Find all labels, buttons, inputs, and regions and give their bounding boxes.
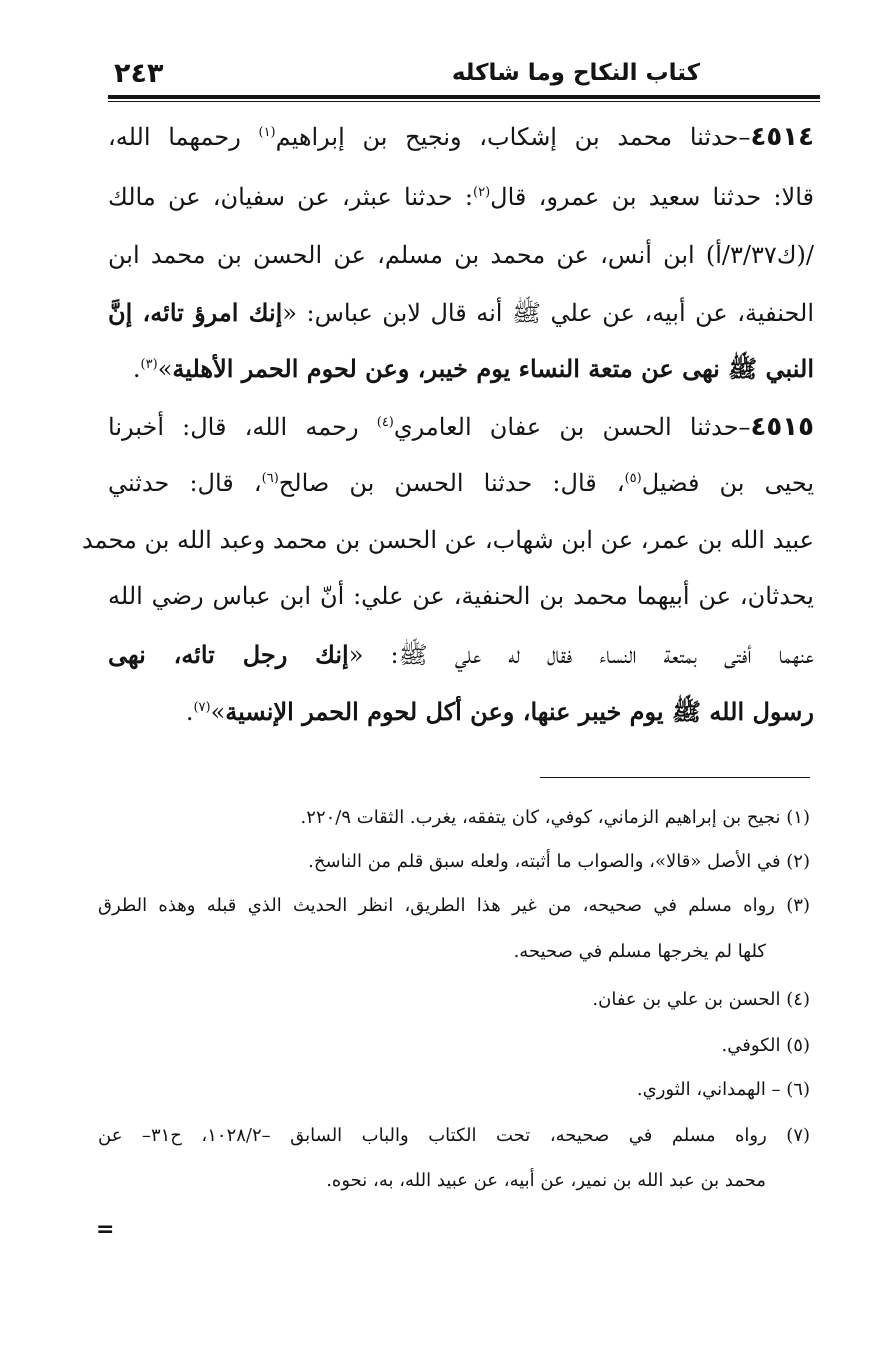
footnote-3-continuation: كلها لم يخرجها مسلم في صحيحه. xyxy=(513,941,766,962)
footnote-ref: (٥) xyxy=(624,471,642,486)
text: قالا: حدثنا سعيد بن عمرو، قال xyxy=(490,183,814,211)
quoted-text: رسول الله ﷺ يوم خيبر عنها، وعن أكل لحوم الحمر الإنسية xyxy=(225,697,814,726)
footnote-ref: (٤) xyxy=(376,415,394,430)
hadith-4514-line-4 xyxy=(108,298,814,333)
footnote-3: (٣) رواه مسلم في صحيحه، من غير هذا الطريق، انظر الحديث الذي قبله وهذه الطرق xyxy=(98,895,810,916)
footnote-ref: (٦) xyxy=(261,471,279,486)
footnote-4: (٤) الحسن بن علي بن عفان. xyxy=(592,989,810,1010)
text: يحدثان، عن أبيهما محمد بن الحنفية، عن علي: أنّ ابن عباس رضي الله xyxy=(108,582,814,610)
text: –حدثنا محمد بن إشكاب، ونجيح بن إبراهيم xyxy=(275,123,751,151)
text: رحمه الله، قال: أخبرنا xyxy=(108,413,377,441)
hadith-4514-line-3 xyxy=(108,241,814,269)
text: الحنفية، عن أبيه، عن علي ﷺ أنه قال لابن عباس: « xyxy=(282,299,814,327)
quoted-text: إنك رجل تائه، نهى xyxy=(108,640,349,669)
text: . xyxy=(185,698,194,726)
text: عنهما أفتى بمتعة النساء فقال له علي ﷺ: « xyxy=(348,641,814,669)
hadith-4515-line-2 xyxy=(108,469,814,497)
hadith-4515-line-1 xyxy=(108,412,814,442)
text: رحمهما الله، xyxy=(108,123,259,151)
text: » xyxy=(210,698,226,726)
hadith-4514-line-5 xyxy=(108,354,814,389)
hadith-4515-line-5 xyxy=(108,640,814,675)
text: يحيى بن فضيل xyxy=(641,469,815,497)
header-rule-thick xyxy=(108,95,820,99)
page-number: ٢٤٣ xyxy=(114,58,164,89)
footnote-ref: (٢) xyxy=(473,185,491,200)
header-rule-thin xyxy=(108,101,820,102)
footnote-6: (٦) – الهمداني، الثوري. xyxy=(636,1079,810,1100)
footnote-ref: (٧) xyxy=(193,700,211,715)
text: . xyxy=(132,355,141,383)
end-mark: = xyxy=(96,1217,115,1242)
hadith-4515-line-3 xyxy=(82,526,814,554)
footnote-2: (٢) في الأصل «قالا»، والصواب ما أثبته، ولعله سبق قلم من الناسخ. xyxy=(308,851,810,872)
footnote-1: (١) نجيح بن إبراهيم الزماني، كوفي، كان يتفقه، يغرب. الثقات ٢٢٠/٩. xyxy=(300,807,810,828)
footnote-ref: (١) xyxy=(258,125,276,140)
text: » xyxy=(157,355,173,383)
hadith-number: ٤٥١٤ xyxy=(750,122,814,152)
hadith-4514-line-2 xyxy=(108,183,814,211)
quoted-text: إنك امرؤ تائه، إنَّ xyxy=(108,298,283,327)
quoted-text: النبي ﷺ نهى عن متعة النساء يوم خيبر، وعن لحوم الحمر الأهلية xyxy=(172,354,814,383)
footnote-5: (٥) الكوفي. xyxy=(721,1035,810,1056)
hadith-number: ٤٥١٥ xyxy=(750,412,815,442)
footnote-ref: (٣) xyxy=(140,357,158,372)
footnote-separator xyxy=(540,777,810,778)
footnote-7-continuation: محمد بن عبد الله بن نمير، عن أبيه، عن عبيد الله، به، نحوه. xyxy=(326,1170,766,1191)
hadith-4515-line-6 xyxy=(108,697,814,732)
text: /(ك٣/٣٧/أ) ابن أنس، عن محمد بن مسلم، عن الحسن بن محمد ابن xyxy=(108,241,814,269)
text: ، قال: حدثنا الحسن بن صالح xyxy=(278,469,625,497)
text: عبيد الله بن عمر، عن ابن شهاب، عن الحسن بن محمد وعبد الله بن محمد xyxy=(82,526,814,554)
text: ، قال: حدثني xyxy=(108,469,262,497)
page-header xyxy=(108,58,820,94)
running-title: كتاب النكاح وما شاكله xyxy=(451,60,700,86)
hadith-4515-line-4 xyxy=(108,582,814,610)
text: –حدثنا الحسن بن عفان العامري xyxy=(393,413,751,441)
hadith-4514-line-1 xyxy=(108,122,814,152)
text: : حدثنا عبثر، عن سفيان، عن مالك xyxy=(108,183,473,211)
footnote-7: (٧) رواه مسلم في صحيحه، تحت الكتاب والباب السابق –١٠٢٨/٢، ح٣١– عن xyxy=(98,1125,811,1146)
